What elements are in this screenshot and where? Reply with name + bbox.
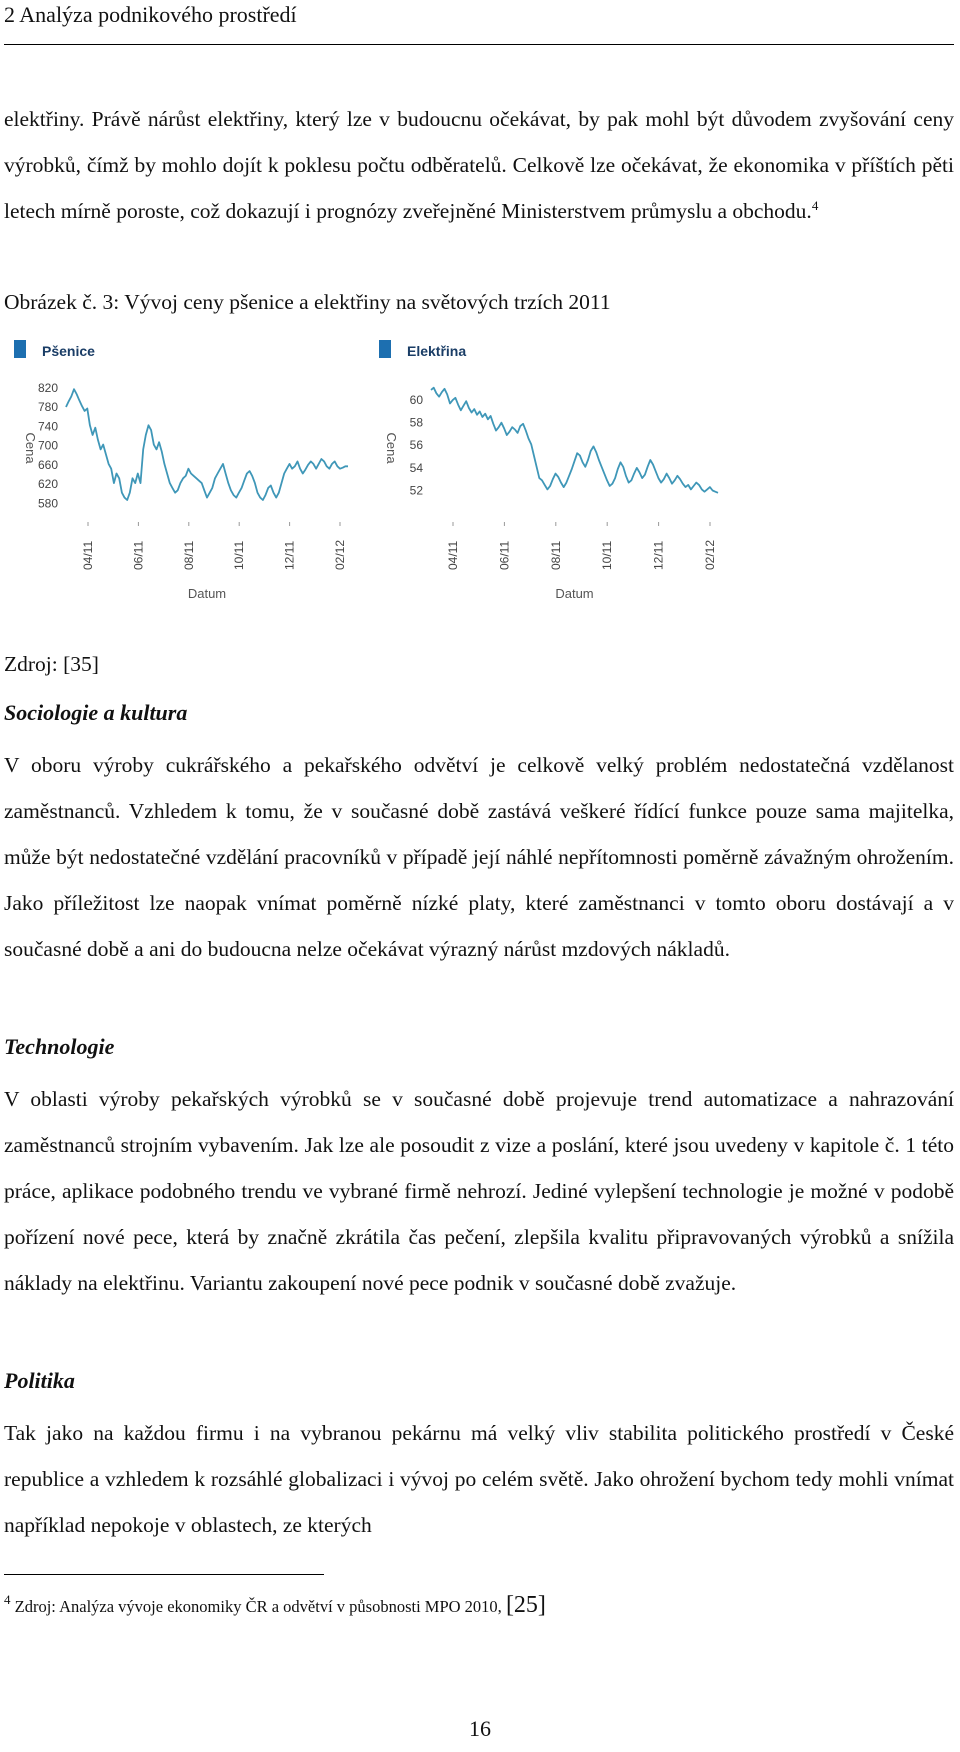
y-tick-label-psenice-1: 780: [37, 400, 58, 415]
y-tick-label-psenice-4: 660: [37, 457, 58, 472]
figure-charts: [8, 340, 738, 640]
y-tick-label-elektrina-3: 54: [409, 460, 423, 475]
y-tick-label-elektrina-1: 58: [409, 415, 423, 430]
series-line-psenice: [66, 389, 348, 500]
y-tick-label-elektrina-2: 56: [409, 438, 423, 453]
header-rule: [4, 44, 954, 45]
chart-psenice: [8, 340, 368, 640]
chart-title-marker-elektrina: [379, 340, 391, 358]
footnote-ref: 4: [811, 198, 819, 213]
section-heading-politika: Politika: [4, 1368, 75, 1393]
section-text-politika: Tak jako na každou firmu i na vybranou pekárnu má velký vliv stabilita politického prostředí v České republice a vzhledem k rozsáhlé globalizaci i vývoj po celém světě. Jako ohrožení bychom tedy mohli vnímat například nepokoje v oblastech, ze kterých: [4, 1421, 954, 1537]
y-tick-label-psenice-2: 740: [37, 419, 58, 434]
section-text-sociologie: V oboru výroby cukrářského a pekařského odvětví je celkově velký problém nedostatečná vzdělanost zaměstnanců. Vzhledem k tomu, že v současné době zastává veškeré řídící funkce pouze sama majitelka, může být nedostatečné vzdělání pracovníků v případě její náhlé nepřítomnosti poměrně závažným ohrožením. Jako příležitost lze naopak vnímat poměrně nízké platy, které zaměstnanci v tomto oboru dostávají a v současné době a ani do budoucna nelze očekávat výrazný nárůst mzdových nákladů.: [4, 753, 954, 961]
y-tick-label-psenice-3: 700: [37, 438, 58, 453]
series-line-elektrina: [431, 388, 718, 493]
footnote-ref-link: [25]: [505, 1592, 546, 1618]
x-tick-label-elektrina-1: 06/11: [497, 540, 512, 570]
x-tick-label-psenice-0: 04/11: [81, 540, 95, 570]
y-tick-label-psenice-0: 820: [37, 380, 58, 395]
x-tick-label-psenice-2: 08/11: [181, 540, 196, 570]
x-tick-label-psenice-3: 10/11: [232, 540, 247, 570]
x-tick-label-psenice-4: 12/11: [282, 540, 297, 570]
footnote-number: 4: [4, 1592, 11, 1607]
chart-title-marker-psenice: [14, 340, 26, 358]
figure-caption: Obrázek č. 3: Vývoj ceny pšenice a elektřiny na světových trzích 2011: [4, 290, 611, 314]
footnote: [4, 1592, 546, 1619]
chart-elektrina: [373, 340, 738, 640]
y-tick-label-psenice-5: 620: [37, 477, 58, 492]
section-text-technologie: V oblasti výroby pekařských výrobků se v současné době projevuje trend automatizace a nahrazování zaměstnanců strojním vybavením. Jak lze ale posoudit z vize a poslání, které jsou uvedeny v kapitole č. 1 této práce, aplikace podobného trendu ve vybrané firmě nehrozí. Jediné vylepšení technologie je možné v podobě pořízení nové pece, která by značně zkrátila čas pečení, zlepšila kvalitu připravovaných výrobků a snížila náklady na elektřinu. Variantu zakoupení nové pece podnik v současné době zvažuje.: [4, 1087, 954, 1295]
section-heading-sociologie: Sociologie a kultura: [4, 700, 188, 725]
y-tick-label-elektrina-4: 52: [409, 483, 423, 498]
intro-text: elektřiny. Právě nárůst elektřiny, který lze v budoucnu očekávat, by pak mohl být důvodem zvyšování ceny výrobků, čímž by mohlo dojít k poklesu počtu odběratelů. Celkově lze očekávat, že ekonomika v příštích pěti letech mírně poroste, což dokazují i prognózy zveřejněné Ministerstvem průmyslu a obchodu.: [4, 107, 954, 223]
page-number: 16: [469, 1716, 491, 1741]
figure-source: Zdroj: [35]: [4, 652, 99, 676]
footnote-rule: [4, 1574, 324, 1575]
chart-xlabel-psenice: Datum: [187, 586, 227, 601]
x-tick-label-elektrina-4: 12/11: [651, 540, 666, 570]
chart-title-elektrina: Elektřina: [407, 343, 467, 359]
chart-title-psenice: Pšenice: [42, 343, 95, 359]
footnote-text: Zdroj: Analýza vývoje ekonomiky ČR a odvětví v působnosti MPO 2010,: [14, 1597, 502, 1616]
running-head: 2 Analýza podnikového prostředí: [4, 2, 297, 27]
x-tick-label-elektrina-0: 04/11: [446, 540, 460, 570]
x-tick-label-psenice-5: 02/12: [333, 539, 347, 570]
chart-xlabel-elektrina: Datum: [555, 586, 594, 601]
y-tick-label-elektrina-0: 60: [409, 392, 423, 407]
y-tick-label-psenice-6: 580: [37, 496, 58, 511]
x-tick-label-elektrina-2: 08/11: [548, 540, 563, 570]
chart-ylabel-elektrina: Cena: [384, 432, 399, 464]
x-tick-label-elektrina-3: 10/11: [600, 540, 615, 570]
intro-paragraph: [4, 96, 954, 234]
chart-ylabel-psenice: Cena: [23, 432, 38, 464]
x-tick-label-psenice-1: 06/11: [131, 540, 146, 570]
section-heading-technologie: Technologie: [4, 1034, 115, 1059]
x-tick-label-elektrina-5: 02/12: [703, 539, 717, 570]
